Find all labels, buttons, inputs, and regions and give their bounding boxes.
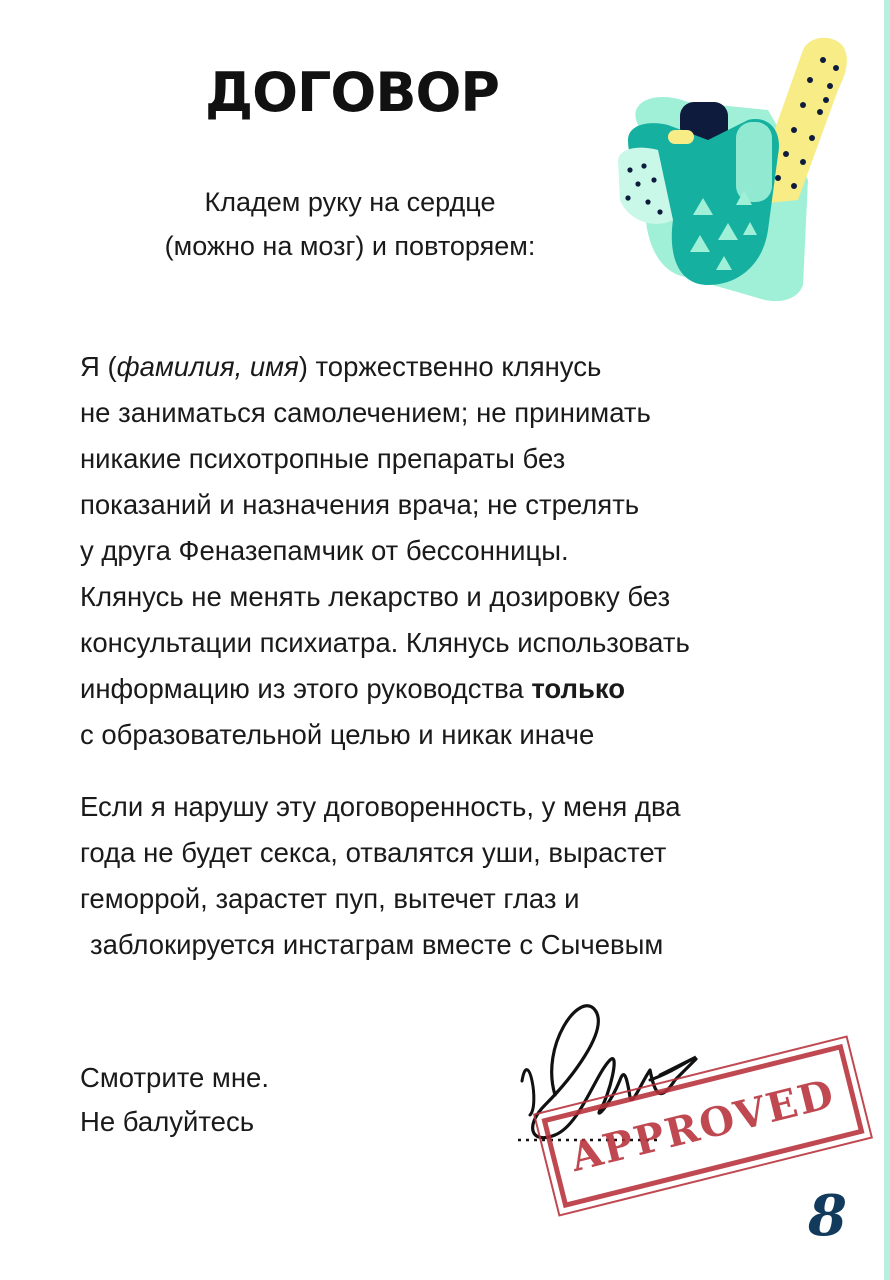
oath-text: информацию из этого руководства [80,673,532,704]
oath-paragraph [80,344,870,758]
penalty-line: года не будет секса, отвалятся уши, вырастет [80,837,667,868]
oath-line: с образовательной целью и никак иначе [80,719,595,750]
page-number: 8 [808,1183,847,1249]
subtitle-line: Кладем руку на сердце [204,187,496,217]
closing-line: Смотрите мне. [80,1062,269,1093]
penalty-line: Если я нарушу эту договоренность, у меня два [80,791,681,822]
stamp-label: APPROVED [565,1069,840,1182]
oath-text: ) торжественно клянусь [298,351,602,382]
oath-line: показаний и назначения врача; не стрелять [80,489,640,520]
oath-line: у друга Феназепамчик от бессонницы. [80,535,569,566]
oath-line: не заниматься самолечением; не принимать [80,397,651,428]
subtitle [70,180,630,268]
closing-remark [80,1056,440,1144]
oath-text: Я ( [80,351,117,382]
page-edge-strip [884,0,890,1280]
page-title: ДОГОВОР [205,61,499,124]
penalty-line: заблокируется инстаграм вместе с Сычевым [90,929,664,960]
oath-line: консультации психиатра. Клянусь использовать [80,627,690,658]
oath-placeholder-text: фамилия, имя [116,351,299,382]
penalty-line: геморрой, зарастет пуп, вытечет глаз и [80,883,580,914]
subtitle-line: (можно на мозг) и повторяем: [164,231,536,261]
oath-line: никакие психотропные препараты без [80,443,566,474]
closing-line: Не балуйтесь [80,1106,255,1137]
penalty-paragraph [80,784,870,968]
oath-line: Клянусь не менять лекарство и дозировку без [80,581,671,612]
oath-line [80,344,870,390]
oath-emphasis-text: только [531,673,626,704]
oath-line [80,666,870,712]
hand-gesture-illustration [598,30,860,310]
